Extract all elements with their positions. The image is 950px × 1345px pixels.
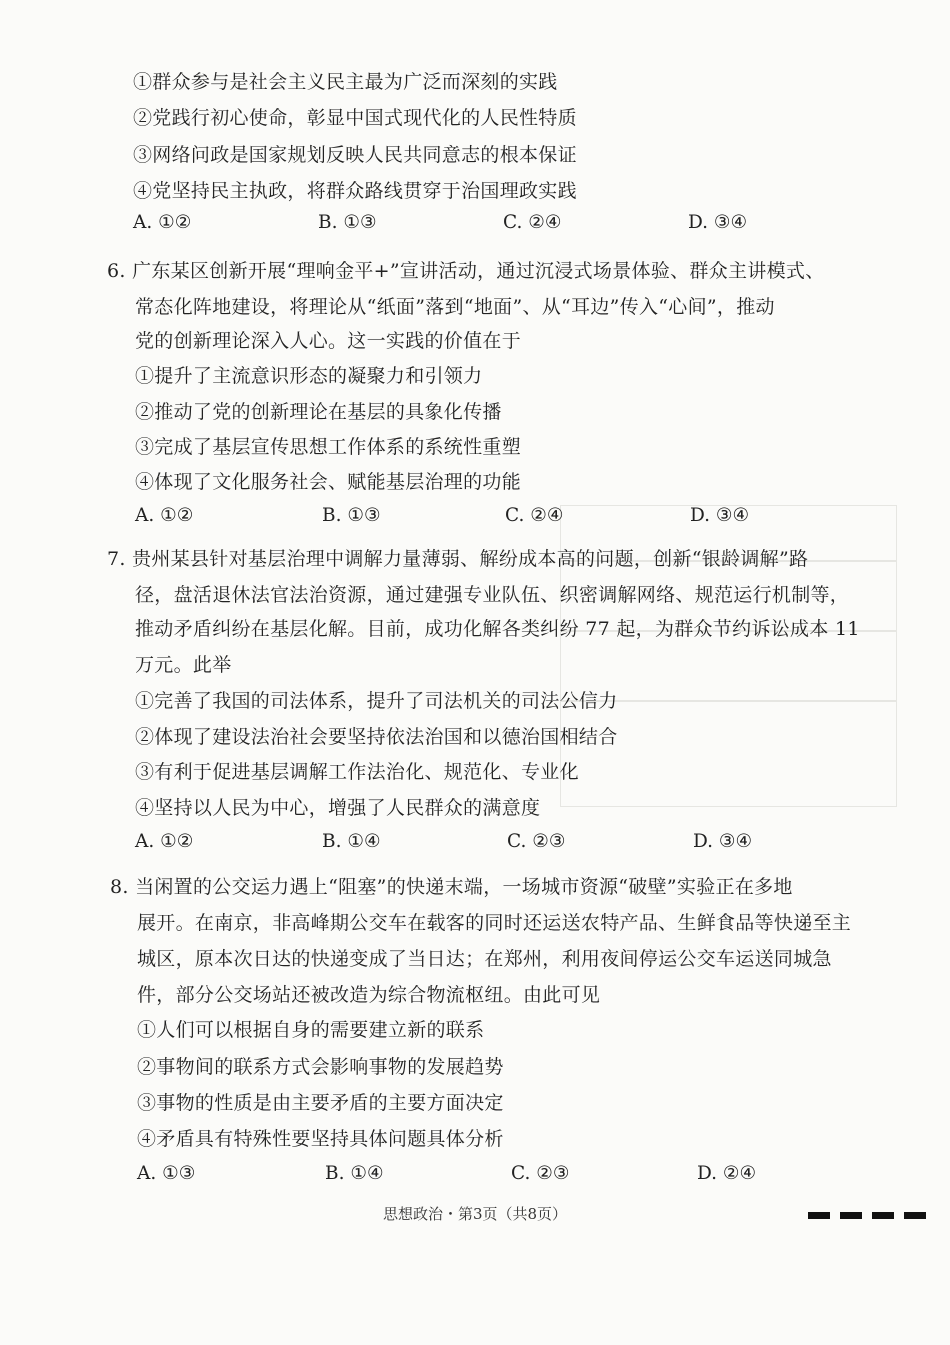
q8-stem-line-3: 城区，原本次日达的快递变成了当日达；在郑州，利用夜间停运公交车运送同城急 (137, 948, 832, 970)
q5-item-2: ②党践行初心使命，彰显中国式现代化的人民性特质 (133, 107, 577, 129)
q5-option-c: C. ②④ (503, 212, 562, 233)
q6-option-a: A. ①② (135, 505, 194, 526)
q7-option-b: B. ①④ (322, 831, 381, 852)
scan-mark (840, 1212, 862, 1219)
q6-option-b: B. ①③ (322, 505, 381, 526)
q5-option-b: B. ①③ (318, 212, 377, 233)
q6-stem-line-2: 常态化阵地建设，将理论从“纸面”落到“地面”、从“耳边”传入“心间”，推动 (135, 296, 775, 318)
q6-stem-line-3: 党的创新理论深入人心。这一实践的价值在于 (135, 330, 522, 352)
q8-item-2: ②事物间的联系方式会影响事物的发展趋势 (137, 1056, 504, 1078)
q8-option-c: C. ②③ (511, 1163, 570, 1184)
q8-item-4: ④矛盾具有特殊性要坚持具体问题具体分析 (137, 1128, 504, 1150)
q7-item-4: ④坚持以人民为中心，增强了人民群众的满意度 (135, 797, 541, 819)
scan-mark (808, 1212, 830, 1219)
q7-stem-line-2: 径，盘活退休法官法治资源，通过建强专业队伍、织密调解网络、规范运行机制等， (135, 584, 850, 606)
q7-option-d: D. ③④ (693, 831, 753, 852)
q6-stem-line-1: 6. 广东某区创新开展“理响金平+”宣讲活动，通过沉浸式场景体验、群众主讲模式、 (107, 260, 825, 282)
q7-stem-line-3: 推动矛盾纠纷在基层化解。目前，成功化解各类纠纷 77 起，为群众节约诉讼成本 11 (135, 618, 860, 640)
q7-item-1: ①完善了我国的司法体系，提升了司法机关的司法公信力 (135, 690, 618, 712)
q8-stem-line-1: 8. 当闲置的公交运力遇上“阻塞”的快递末端，一场城市资源“破壁”实验正在多地 (110, 876, 793, 898)
q8-item-3: ③事物的性质是由主要矛盾的主要方面决定 (137, 1092, 504, 1114)
q8-option-d: D. ②④ (697, 1163, 757, 1184)
scan-mark (904, 1212, 926, 1219)
q8-item-1: ①人们可以根据自身的需要建立新的联系 (137, 1019, 485, 1041)
q5-item-4: ④党坚持民主执政，将群众路线贯穿于治国理政实践 (133, 180, 577, 202)
q8-stem-line-4: 件，部分公交场站还被改造为综合物流枢纽。由此可见 (137, 984, 601, 1006)
q7-stem-line-1: 7. 贵州某县针对基层治理中调解力量薄弱、解纷成本高的问题，创新“银龄调解”路 (107, 548, 809, 570)
page-footer: 思想政治・第3页（共8页） (382, 1205, 568, 1223)
q6-option-c: C. ②④ (505, 505, 564, 526)
q5-item-1: ①群众参与是社会主义民主最为广泛而深刻的实践 (133, 71, 558, 93)
q7-stem-line-4: 万元。此举 (135, 654, 232, 676)
q6-item-3: ③完成了基层宣传思想工作体系的系统性重塑 (135, 436, 522, 458)
q6-item-4: ④体现了文化服务社会、赋能基层治理的功能 (135, 471, 522, 493)
q6-option-d: D. ③④ (690, 505, 750, 526)
q8-stem-line-2: 展开。在南京，非高峰期公交车在载客的同时还运送农特产品、生鲜食品等快递至主 (137, 912, 852, 934)
q7-option-a: A. ①② (135, 831, 194, 852)
q7-item-3: ③有利于促进基层调解工作法治化、规范化、专业化 (135, 761, 579, 783)
q6-item-2: ②推动了党的创新理论在基层的具象化传播 (135, 401, 502, 423)
q6-item-1: ①提升了主流意识形态的凝聚力和引领力 (135, 365, 483, 387)
scan-mark (872, 1212, 894, 1219)
q5-item-3: ③网络问政是国家规划反映人民共同意志的根本保证 (133, 144, 577, 166)
q8-option-a: A. ①③ (137, 1163, 196, 1184)
q5-option-d: D. ③④ (688, 212, 748, 233)
q7-item-2: ②体现了建设法治社会要坚持依法治国和以德治国相结合 (135, 726, 618, 748)
q7-option-c: C. ②③ (507, 831, 566, 852)
q5-option-a: A. ①② (133, 212, 192, 233)
q8-option-b: B. ①④ (325, 1163, 384, 1184)
